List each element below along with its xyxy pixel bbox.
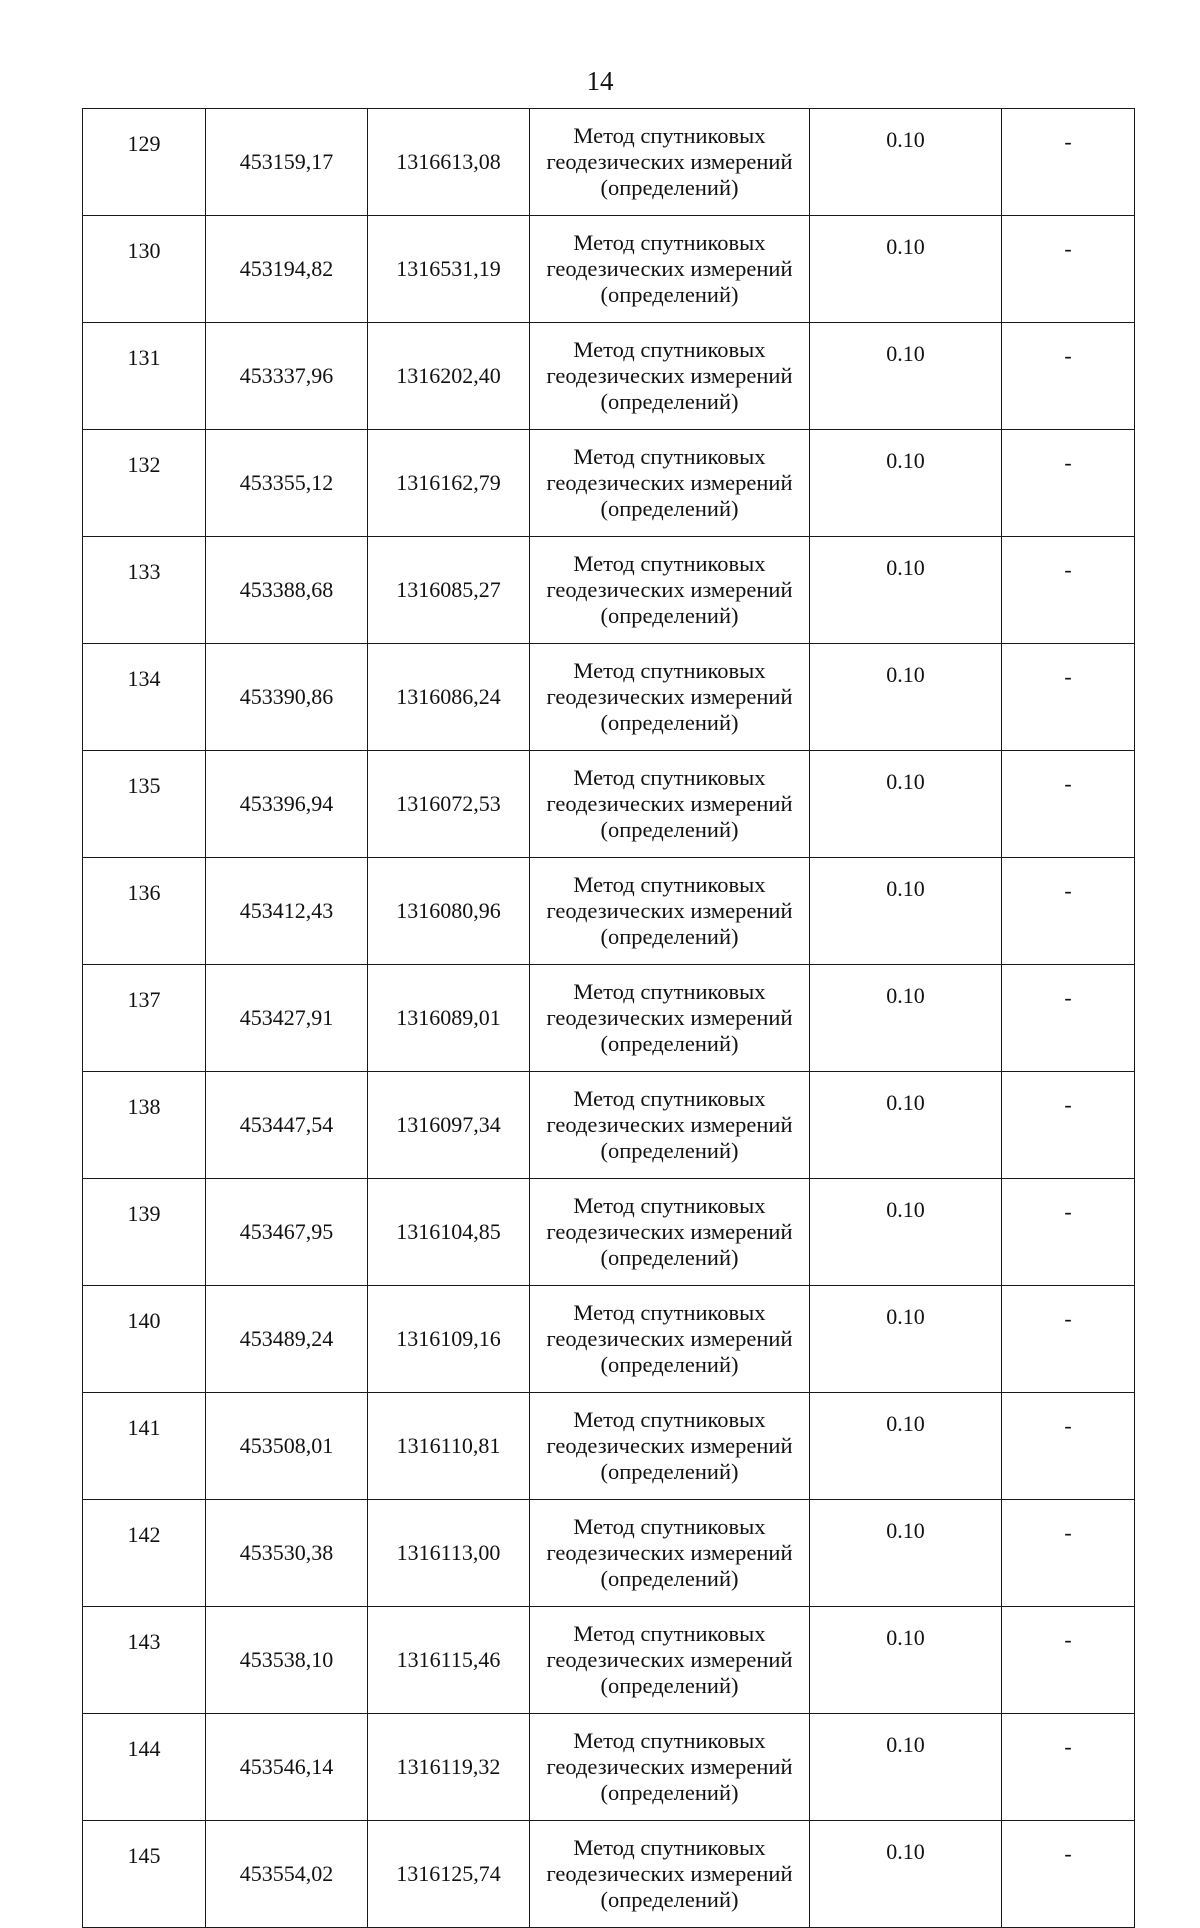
- method-cell: Метод спутниковых геодезических измерений (определений): [530, 430, 810, 537]
- accuracy-cell: 0.10: [810, 965, 1002, 1072]
- table-row: [83, 1072, 1135, 1179]
- table-row: [83, 1179, 1135, 1286]
- table-row: [83, 858, 1135, 965]
- method-cell: Метод спутниковых геодезических измерений (определений): [530, 1714, 810, 1821]
- table-row: [83, 644, 1135, 751]
- x-coordinate-cell: 453427,91: [206, 965, 368, 1072]
- point-number-cell: 136: [83, 858, 206, 965]
- x-coordinate-cell: 453489,24: [206, 1286, 368, 1393]
- x-coordinate-cell: 453337,96: [206, 323, 368, 430]
- point-number-cell: 133: [83, 537, 206, 644]
- table-row: [83, 1500, 1135, 1607]
- x-coordinate-cell: 453412,43: [206, 858, 368, 965]
- method-cell: Метод спутниковых геодезических измерений (определений): [530, 1179, 810, 1286]
- table-row: [83, 965, 1135, 1072]
- accuracy-cell: 0.10: [810, 216, 1002, 323]
- accuracy-cell: 0.10: [810, 323, 1002, 430]
- accuracy-cell: 0.10: [810, 644, 1002, 751]
- y-coordinate-cell: 1316080,96: [368, 858, 530, 965]
- point-number-cell: 130: [83, 216, 206, 323]
- note-cell: -: [1002, 1286, 1135, 1393]
- method-cell: Метод спутниковых геодезических измерений (определений): [530, 751, 810, 858]
- accuracy-cell: 0.10: [810, 1714, 1002, 1821]
- point-number-cell: 141: [83, 1393, 206, 1500]
- point-number-cell: 131: [83, 323, 206, 430]
- x-coordinate-cell: 453159,17: [206, 109, 368, 216]
- x-coordinate-cell: 453390,86: [206, 644, 368, 751]
- accuracy-cell: 0.10: [810, 1072, 1002, 1179]
- y-coordinate-cell: 1316162,79: [368, 430, 530, 537]
- note-cell: -: [1002, 109, 1135, 216]
- y-coordinate-cell: 1316125,74: [368, 1821, 530, 1928]
- point-number-cell: 145: [83, 1821, 206, 1928]
- x-coordinate-cell: 453530,38: [206, 1500, 368, 1607]
- point-number-cell: 137: [83, 965, 206, 1072]
- table-body: [83, 109, 1135, 1928]
- table-row: [83, 109, 1135, 216]
- table-row: [83, 751, 1135, 858]
- accuracy-cell: 0.10: [810, 430, 1002, 537]
- point-number-cell: 132: [83, 430, 206, 537]
- method-cell: Метод спутниковых геодезических измерений (определений): [530, 1286, 810, 1393]
- table-row: [83, 1714, 1135, 1821]
- y-coordinate-cell: 1316085,27: [368, 537, 530, 644]
- accuracy-cell: 0.10: [810, 858, 1002, 965]
- note-cell: -: [1002, 1714, 1135, 1821]
- note-cell: -: [1002, 1500, 1135, 1607]
- x-coordinate-cell: 453447,54: [206, 1072, 368, 1179]
- x-coordinate-cell: 453546,14: [206, 1714, 368, 1821]
- table-row: [83, 1393, 1135, 1500]
- note-cell: -: [1002, 1607, 1135, 1714]
- y-coordinate-cell: 1316097,34: [368, 1072, 530, 1179]
- note-cell: -: [1002, 1179, 1135, 1286]
- y-coordinate-cell: 1316089,01: [368, 965, 530, 1072]
- accuracy-cell: 0.10: [810, 1286, 1002, 1393]
- accuracy-cell: 0.10: [810, 1393, 1002, 1500]
- table-row: [83, 1821, 1135, 1928]
- method-cell: Метод спутниковых геодезических измерений (определений): [530, 965, 810, 1072]
- x-coordinate-cell: 453538,10: [206, 1607, 368, 1714]
- method-cell: Метод спутниковых геодезических измерений (определений): [530, 1072, 810, 1179]
- accuracy-cell: 0.10: [810, 537, 1002, 644]
- point-number-cell: 143: [83, 1607, 206, 1714]
- note-cell: -: [1002, 430, 1135, 537]
- point-number-cell: 134: [83, 644, 206, 751]
- y-coordinate-cell: 1316119,32: [368, 1714, 530, 1821]
- y-coordinate-cell: 1316086,24: [368, 644, 530, 751]
- point-number-cell: 144: [83, 1714, 206, 1821]
- table-row: [83, 1286, 1135, 1393]
- method-cell: Метод спутниковых геодезических измерений (определений): [530, 537, 810, 644]
- point-number-cell: 129: [83, 109, 206, 216]
- table-row: [83, 537, 1135, 644]
- note-cell: -: [1002, 965, 1135, 1072]
- point-number-cell: 140: [83, 1286, 206, 1393]
- point-number-cell: 142: [83, 1500, 206, 1607]
- note-cell: -: [1002, 537, 1135, 644]
- accuracy-cell: 0.10: [810, 1821, 1002, 1928]
- y-coordinate-cell: 1316613,08: [368, 109, 530, 216]
- x-coordinate-cell: 453355,12: [206, 430, 368, 537]
- point-number-cell: 138: [83, 1072, 206, 1179]
- point-number-cell: 139: [83, 1179, 206, 1286]
- y-coordinate-cell: 1316531,19: [368, 216, 530, 323]
- method-cell: Метод спутниковых геодезических измерений (определений): [530, 216, 810, 323]
- y-coordinate-cell: 1316115,46: [368, 1607, 530, 1714]
- method-cell: Метод спутниковых геодезических измерений (определений): [530, 1500, 810, 1607]
- accuracy-cell: 0.10: [810, 1179, 1002, 1286]
- method-cell: Метод спутниковых геодезических измерений (определений): [530, 644, 810, 751]
- table-row: [83, 430, 1135, 537]
- accuracy-cell: 0.10: [810, 751, 1002, 858]
- x-coordinate-cell: 453467,95: [206, 1179, 368, 1286]
- method-cell: Метод спутниковых геодезических измерений (определений): [530, 1393, 810, 1500]
- note-cell: -: [1002, 1072, 1135, 1179]
- coordinates-table: [82, 108, 1135, 1928]
- x-coordinate-cell: 453508,01: [206, 1393, 368, 1500]
- method-cell: Метод спутниковых геодезических измерений (определений): [530, 1607, 810, 1714]
- y-coordinate-cell: 1316109,16: [368, 1286, 530, 1393]
- page-number: 14: [586, 66, 614, 96]
- method-cell: Метод спутниковых геодезических измерений (определений): [530, 858, 810, 965]
- note-cell: -: [1002, 858, 1135, 965]
- y-coordinate-cell: 1316072,53: [368, 751, 530, 858]
- note-cell: -: [1002, 1821, 1135, 1928]
- y-coordinate-cell: 1316113,00: [368, 1500, 530, 1607]
- note-cell: -: [1002, 751, 1135, 858]
- accuracy-cell: 0.10: [810, 1500, 1002, 1607]
- note-cell: -: [1002, 1393, 1135, 1500]
- table-row: [83, 323, 1135, 430]
- x-coordinate-cell: 453388,68: [206, 537, 368, 644]
- point-number-cell: 135: [83, 751, 206, 858]
- x-coordinate-cell: 453554,02: [206, 1821, 368, 1928]
- note-cell: -: [1002, 216, 1135, 323]
- y-coordinate-cell: 1316202,40: [368, 323, 530, 430]
- note-cell: -: [1002, 644, 1135, 751]
- x-coordinate-cell: 453396,94: [206, 751, 368, 858]
- method-cell: Метод спутниковых геодезических измерений (определений): [530, 323, 810, 430]
- y-coordinate-cell: 1316110,81: [368, 1393, 530, 1500]
- accuracy-cell: 0.10: [810, 1607, 1002, 1714]
- x-coordinate-cell: 453194,82: [206, 216, 368, 323]
- table-row: [83, 216, 1135, 323]
- note-cell: -: [1002, 323, 1135, 430]
- y-coordinate-cell: 1316104,85: [368, 1179, 530, 1286]
- method-cell: Метод спутниковых геодезических измерений (определений): [530, 109, 810, 216]
- method-cell: Метод спутниковых геодезических измерений (определений): [530, 1821, 810, 1928]
- accuracy-cell: 0.10: [810, 109, 1002, 216]
- table-row: [83, 1607, 1135, 1714]
